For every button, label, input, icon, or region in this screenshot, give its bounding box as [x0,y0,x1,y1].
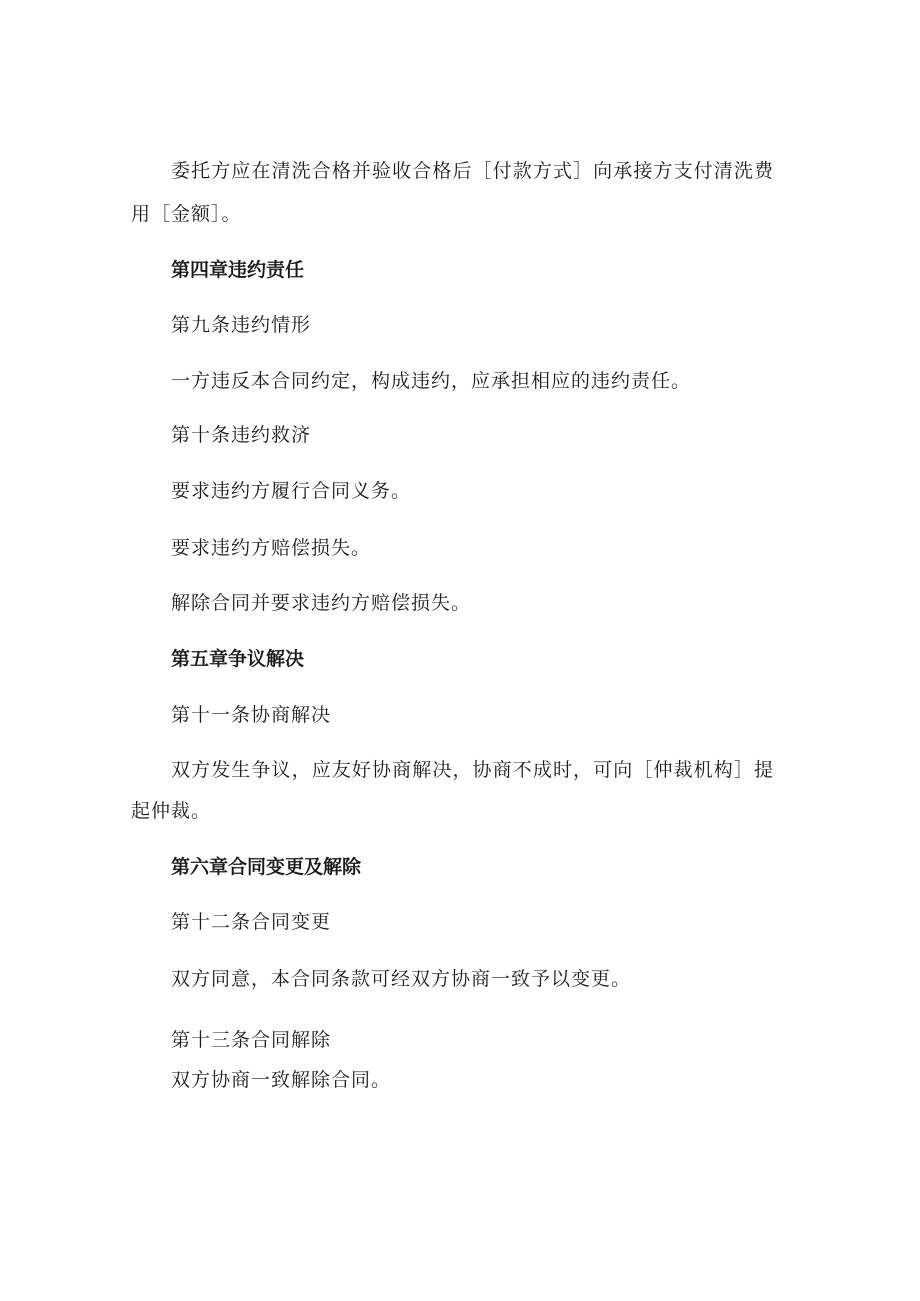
article-10-heading: 第十条违约救济 [171,424,312,446]
article-11-line-2: 起仲裁。 [131,800,212,822]
article-13-heading: 第十三条合同解除 [171,1029,332,1051]
article-11-line-1: 双方发生争议，应友好协商解决，协商不成时，可向［仲裁机构］提 [171,759,773,781]
article-11-heading: 第十一条协商解决 [171,704,332,726]
article-13-text: 双方协商一致解除合同。 [171,1069,392,1091]
article-10-item-2: 要求违约方赔偿损失。 [171,537,372,559]
article-12-heading: 第十二条合同变更 [171,911,332,933]
article-12-text: 双方同意，本合同条款可经双方协商一致予以变更。 [171,968,632,990]
chapter-4-heading: 第四章违约责任 [171,259,305,281]
article-9-heading: 第九条违约情形 [171,314,312,336]
chapter-5-heading: 第五章争议解决 [171,648,305,670]
article-10-item-1: 要求违约方履行合同义务。 [171,480,412,502]
article-9-text: 一方违反本合同约定，构成违约，应承担相应的违约责任。 [171,370,692,392]
payment-clause-line-1: 委托方应在清洗合格并验收合格后［付款方式］向承接方支付清洗费 [171,160,773,182]
chapter-6-heading: 第六章合同变更及解除 [171,856,362,878]
payment-clause-line-2: 用［金额］。 [131,203,242,225]
article-10-item-3: 解除合同并要求违约方赔偿损失。 [171,592,472,614]
